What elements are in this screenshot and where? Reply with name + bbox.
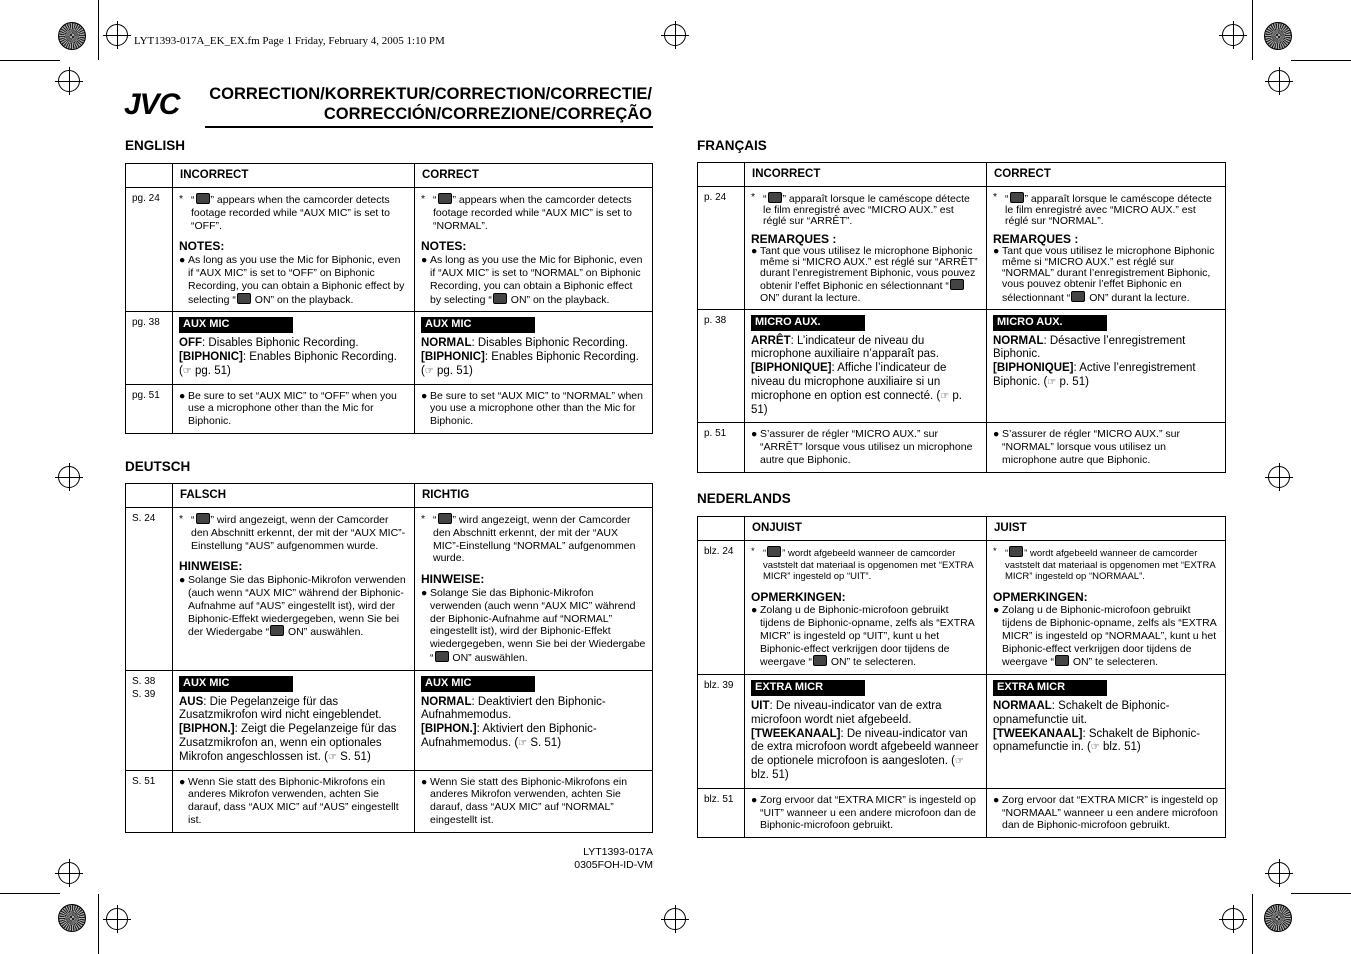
english-table xyxy=(125,163,653,434)
page-ref: pg. 38 xyxy=(126,312,173,384)
registration-mark-icon xyxy=(106,24,128,46)
correct-cell: ● Wenn Sie statt des Biphonic-Mikrofons ein anderes Mikrofon verwenden, achten Sie darauf, dass “AUX MIC” auf “NORMAL” eingestellt ist. xyxy=(415,770,653,832)
header-corner xyxy=(126,484,173,508)
correct-cell xyxy=(415,508,653,671)
crop-mark xyxy=(1291,60,1351,61)
biphonic-icon xyxy=(438,513,452,524)
table-row xyxy=(126,384,653,433)
table-row xyxy=(698,541,1226,675)
nederlands-table xyxy=(697,516,1226,838)
correct-cell xyxy=(987,187,1226,310)
notes-heading: HINWEISE: xyxy=(421,572,485,587)
page-title xyxy=(209,84,652,124)
header-corner xyxy=(698,163,745,187)
crop-mark xyxy=(98,894,99,954)
footer-code xyxy=(565,846,653,872)
incorrect-cell: ● Wenn Sie statt des Biphonic-Mikrofons ein anderes Mikrofon verwenden, achten Sie darauf, dass “AUX MIC” auf “AUS” eingestellt ist. xyxy=(173,770,415,832)
hand-pointer-icon: ☞ xyxy=(327,751,337,763)
biphonic-icon xyxy=(270,625,284,636)
bullet-item: ● Zolang u de Biphonic-microfoon gebruikt tijdens de Biphonic-opname, zelfs als “EXTRA MICR” is ingesteld op “UIT”, kunt u het Biphonic-effect verkrijgen door tijdens de weergave “ ON” te selecteren. xyxy=(751,604,975,669)
biphonic-icon xyxy=(1010,192,1024,203)
title-rule xyxy=(205,126,653,128)
star-note: * “ ” wordt afgebeeld wanneer de camcorder vaststelt dat materiaal is opgenomen met “EXTRA MICR” ingesteld op “NORMAAL”. xyxy=(993,546,1216,582)
hand-pointer-icon: ☞ xyxy=(182,365,192,377)
title-line-1: CORRECTION/KORREKTUR/CORRECTION/CORRECTIE/ xyxy=(209,85,652,103)
deutsch-table xyxy=(125,483,653,833)
table-header-row xyxy=(698,517,1226,541)
bullet-item: ● Solange Sie das Biphonic-Mikrofon verwenden (auch wenn “AUX MIC” während der Biphonic-Aufnahme auf “NORMAL” eingestellt ist), wird der Biphonic-Effekt wiedergegeben, wenn Sie bei der Wiedergabe “ ON” auswählen. xyxy=(421,586,646,664)
incorrect-cell: MICRO AUX. ARRÊT: L’indicateur de niveau du microphone auxiliaire n’apparaît pas. [BIPHONIQUE]: Affiche l’indicateur de niveau du microphone auxiliaire si un microphone en option est connecté. (☞ p. 51) xyxy=(745,309,987,423)
registration-mark-icon xyxy=(58,70,80,92)
biphonic-icon xyxy=(493,293,507,304)
biphonic-icon xyxy=(950,279,964,290)
francais-table xyxy=(697,162,1226,473)
header-corner xyxy=(126,164,173,188)
registration-mark-icon xyxy=(664,24,686,46)
table-row xyxy=(698,788,1226,837)
biphonic-icon xyxy=(1071,291,1085,302)
biphonic-icon xyxy=(1055,655,1069,666)
registration-mark-icon xyxy=(58,466,80,488)
menu-tag: MICRO AUX. xyxy=(993,315,1107,331)
bullet-item: ● Tant que vous utilisez le microphone Biphonic même si “MICRO AUX.” est réglé sur “ARRÊT” durant l’enregistrement Biphonic, vous pouvez obtenir l’effet Biphonic en sélectionnant “ ON” durant la lecture. xyxy=(751,244,978,304)
jvc-logo: JVC xyxy=(124,88,180,121)
incorrect-cell xyxy=(173,508,415,671)
table-row xyxy=(126,670,653,770)
table-row xyxy=(126,312,653,384)
header-correct: CORRECT xyxy=(987,163,1226,187)
page-ref: S. 38 S. 39 xyxy=(126,670,173,770)
hand-pointer-icon: ☞ xyxy=(424,365,434,377)
registration-mark-icon xyxy=(106,908,128,930)
table-row xyxy=(698,187,1226,310)
incorrect-cell: AUX MIC AUS: Die Pegelanzeige für das Zusatzmikrofon wird nicht eingeblendet. [BIPHON.]: Zeigt die Pegelanzeige für das Zusatzmikrofon an, wenn ein optionales Mikrofon angeschlossen ist. (☞ S. 51) xyxy=(173,670,415,770)
bullet-item: ● Zolang u de Biphonic-microfoon gebruikt tijdens de Biphonic-opname, zelfs als “EXTRA MICR” is ingesteld op “NORMAAL”, kunt u het Biphonic-effect verkrijgen door tijdens de weergave “ ON” te selecteren. xyxy=(993,604,1217,669)
color-disc-icon xyxy=(1264,22,1292,50)
menu-tag: AUX MIC xyxy=(421,676,535,692)
correct-cell: ● Be sure to set “AUX MIC” to “NORMAL” when you use a microphone other than the Mic for Biphonic. xyxy=(415,384,653,433)
star-note: * “ ” wird angezeigt, wenn der Camcorder den Abschnitt erkennt, der mit der “AUX MIC”-Einstellung “AUS” aufgenommen wurde. xyxy=(179,513,406,552)
correct-cell: EXTRA MICR NORMAAL: Schakelt de Biphonic-opnamefunctie uit. [TWEEKANAAL]: Schakelt de Biphonic-opnamefunctie in. (☞ blz. 51) xyxy=(987,675,1226,789)
biphonic-icon xyxy=(813,655,827,666)
registration-mark-icon xyxy=(1268,70,1290,92)
bullet-item: ● As long as you use the Mic for Biphonic, even if “AUX MIC” is set to “OFF” on Biphonic Recording, you can obtain a Biphonic effect by selecting “ ON” on the playback. xyxy=(179,254,405,306)
table-row xyxy=(126,188,653,312)
incorrect-cell xyxy=(745,187,987,310)
footer-line-1: LYT1393-017A xyxy=(583,846,653,858)
notes-heading: NOTES: xyxy=(179,239,225,254)
file-info: LYT1393-017A_EK_EX.fm Page 1 Friday, February 4, 2005 1:10 PM xyxy=(134,35,445,47)
bullet-item: ● Tant que vous utilisez le microphone Biphonic même si “MICRO AUX.” est réglé sur “NORMAL” durant l’enregistrement Biphonic, vous pouvez obtenir l’effet Biphonic en sélectionnant “ ON” durant la lecture. xyxy=(993,244,1215,304)
notes-heading: HINWEISE: xyxy=(179,559,243,574)
crop-mark xyxy=(1252,0,1253,60)
incorrect-cell: ● Zorg ervoor dat “EXTRA MICR” is ingesteld op “UIT” wanneer u een andere microfoon dan de Biphonic-microfoon gebruikt. xyxy=(745,788,987,837)
notes-heading: OPMERKINGEN: xyxy=(751,589,846,604)
page-ref: pg. 51 xyxy=(126,384,173,433)
biphonic-icon xyxy=(435,651,449,662)
hand-pointer-icon: ☞ xyxy=(1090,742,1100,754)
incorrect-cell xyxy=(173,188,415,312)
star-note: * “ ” wird angezeigt, wenn der Camcorder den Abschnitt erkennt, der mit der “AUX MIC”-Einstellung “NORMAL” aufgenommen wurde. xyxy=(421,513,636,565)
star-note: * “ ” appears when the camcorder detects footage recorded while “AUX MIC” is set to “NORMAL”. xyxy=(421,193,632,232)
crop-mark xyxy=(0,60,60,61)
correct-cell xyxy=(987,541,1226,675)
notes-heading: OPMERKINGEN: xyxy=(993,589,1088,604)
correct-cell xyxy=(415,188,653,312)
incorrect-cell: AUX MIC OFF: Disables Biphonic Recording. [BIPHONIC]: Enables Biphonic Recording. (☞ pg. 51) xyxy=(173,312,415,384)
page-ref: blz. 24 xyxy=(698,541,745,675)
biphonic-icon xyxy=(196,193,210,204)
page-ref: p. 24 xyxy=(698,187,745,310)
section-title-english: ENGLISH xyxy=(125,138,186,153)
color-disc-icon xyxy=(58,22,86,50)
page-ref: p. 51 xyxy=(698,423,745,472)
header-corner xyxy=(698,517,745,541)
section-title-nederlands: NEDERLANDS xyxy=(697,491,791,506)
hand-pointer-icon: ☞ xyxy=(1047,377,1057,389)
crop-mark xyxy=(1252,894,1253,954)
page-ref: p. 38 xyxy=(698,309,745,423)
correct-cell: AUX MIC NORMAL: Disables Biphonic Recording. [BIPHONIC]: Enables Biphonic Recording. (☞ pg. 51) xyxy=(415,312,653,384)
menu-tag: AUX MIC xyxy=(179,317,293,333)
menu-tag: EXTRA MICR xyxy=(993,680,1107,696)
star-note: * “ ” appears when the camcorder detects footage recorded while “AUX MIC” is set to “OFF”. xyxy=(179,193,390,232)
star-note: * “ ” apparaît lorsque le caméscope détecte le film enregistré avec “MICRO AUX.” est réglé sur “NORMAL”. xyxy=(993,191,1212,228)
section-title-deutsch: DEUTSCH xyxy=(125,459,191,474)
incorrect-cell: EXTRA MICR UIT: De niveau-indicator van de extra microfoon wordt niet afgebeeld. [TWEEKANAAL]: De niveau-indicator van de extra microfoon wordt afgebeeld wanneer de optionele microfoon is aangesloten. (☞ blz. 51) xyxy=(745,675,987,789)
biphonic-icon xyxy=(767,546,781,557)
page-ref: S. 51 xyxy=(126,770,173,832)
biphonic-icon xyxy=(196,513,210,524)
header-correct: CORRECT xyxy=(415,164,653,188)
hand-pointer-icon: ☞ xyxy=(954,756,964,768)
star-note: * “ ” wordt afgebeeld wanneer de camcorder vaststelt dat materiaal is opgenomen met “EXTRA MICR” ingesteld op “UIT”. xyxy=(751,546,974,582)
header-juist: JUIST xyxy=(987,517,1226,541)
correct-cell: ● S’assurer de régler “MICRO AUX.” sur “NORMAL” lorsque vous utilisez un microphone autre que Biphonic. xyxy=(987,423,1226,472)
biphonic-icon xyxy=(1009,546,1023,557)
color-disc-icon xyxy=(1264,904,1292,932)
star-note: * “ ” apparaît lorsque le caméscope détecte le film enregistré avec “MICRO AUX.” est réglé sur “ARRÊT”. xyxy=(751,191,970,228)
table-row xyxy=(698,309,1226,423)
header-richtig: RICHTIG xyxy=(415,484,653,508)
notes-heading: REMARQUES : xyxy=(751,231,837,246)
menu-tag: MICRO AUX. xyxy=(751,315,865,331)
table-header-row xyxy=(698,163,1226,187)
menu-tag: EXTRA MICR xyxy=(751,680,865,696)
table-row xyxy=(698,675,1226,789)
registration-mark-icon xyxy=(664,908,686,930)
registration-mark-icon xyxy=(1222,908,1244,930)
biphonic-icon xyxy=(237,293,251,304)
page-ref: pg. 24 xyxy=(126,188,173,312)
crop-mark xyxy=(98,0,99,60)
menu-tag: AUX MIC xyxy=(179,676,293,692)
bullet-item: ● Solange Sie das Biphonic-Mikrofon verwenden (auch wenn “AUX MIC” während der Biphonic-Aufnahme auf “AUS” eingestellt ist), wird der Biphonic-Effekt wiedergegeben, wenn Sie bei der Wiedergabe “ ON” auswählen. xyxy=(179,574,406,639)
hand-pointer-icon: ☞ xyxy=(518,737,528,749)
incorrect-cell: ● S’assurer de régler “MICRO AUX.” sur “ARRÊT” lorsque vous utilisez un microphone autre que Biphonic. xyxy=(745,423,987,472)
header-onjuist: ONJUIST xyxy=(745,517,987,541)
table-row xyxy=(126,770,653,832)
table-header-row xyxy=(126,484,653,508)
header-falsch: FALSCH xyxy=(173,484,415,508)
header-incorrect: INCORRECT xyxy=(173,164,415,188)
page-ref: S. 24 xyxy=(126,508,173,671)
section-title-francais: FRANÇAIS xyxy=(697,138,767,153)
table-row xyxy=(126,508,653,671)
registration-mark-icon xyxy=(1268,862,1290,884)
notes-heading: REMARQUES : xyxy=(993,231,1079,246)
bullet-item: ● As long as you use the Mic for Biphonic, even if “AUX MIC” is set to “NORMAL” on Biphonic Recording, you can obtain a Biphonic effect by selecting “ ON” on the playback. xyxy=(421,254,643,306)
correct-cell: MICRO AUX. NORMAL: Désactive l’enregistrement Biphonic. [BIPHONIQUE]: Active l’enregistrement Biphonic. (☞ p. 51) xyxy=(987,309,1226,423)
header-incorrect: INCORRECT xyxy=(745,163,987,187)
correct-cell: AUX MIC NORMAL: Deaktiviert den Biphonic-Aufnahmemodus. [BIPHON.]: Aktiviert den Biphonic-Aufnahmemodus. (☞ S. 51) xyxy=(415,670,653,770)
crop-mark xyxy=(1291,893,1351,894)
registration-mark-icon xyxy=(1222,24,1244,46)
menu-tag: AUX MIC xyxy=(421,317,535,333)
incorrect-cell xyxy=(745,541,987,675)
table-row xyxy=(698,423,1226,472)
page-ref: blz. 39 xyxy=(698,675,745,789)
page-ref: blz. 51 xyxy=(698,788,745,837)
footer-line-2: 0305FOH-ID-VM xyxy=(574,859,653,871)
hand-pointer-icon: ☞ xyxy=(940,390,950,402)
registration-mark-icon xyxy=(1268,466,1290,488)
correct-cell: ● Zorg ervoor dat “EXTRA MICR” is ingesteld op “NORMAAL” wanneer u een andere microfoon dan de Biphonic-microfoon gebruikt. xyxy=(987,788,1226,837)
crop-mark xyxy=(0,893,60,894)
incorrect-cell: ● Be sure to set “AUX MIC” to “OFF” when you use a microphone other than the Mic for Biphonic. xyxy=(173,384,415,433)
biphonic-icon xyxy=(768,192,782,203)
color-disc-icon xyxy=(58,904,86,932)
biphonic-icon xyxy=(438,193,452,204)
title-line-2: CORRECCIÓN/CORREZIONE/CORREÇÃO xyxy=(323,105,652,123)
notes-heading: NOTES: xyxy=(421,239,467,254)
registration-mark-icon xyxy=(58,862,80,884)
table-header-row xyxy=(126,164,653,188)
